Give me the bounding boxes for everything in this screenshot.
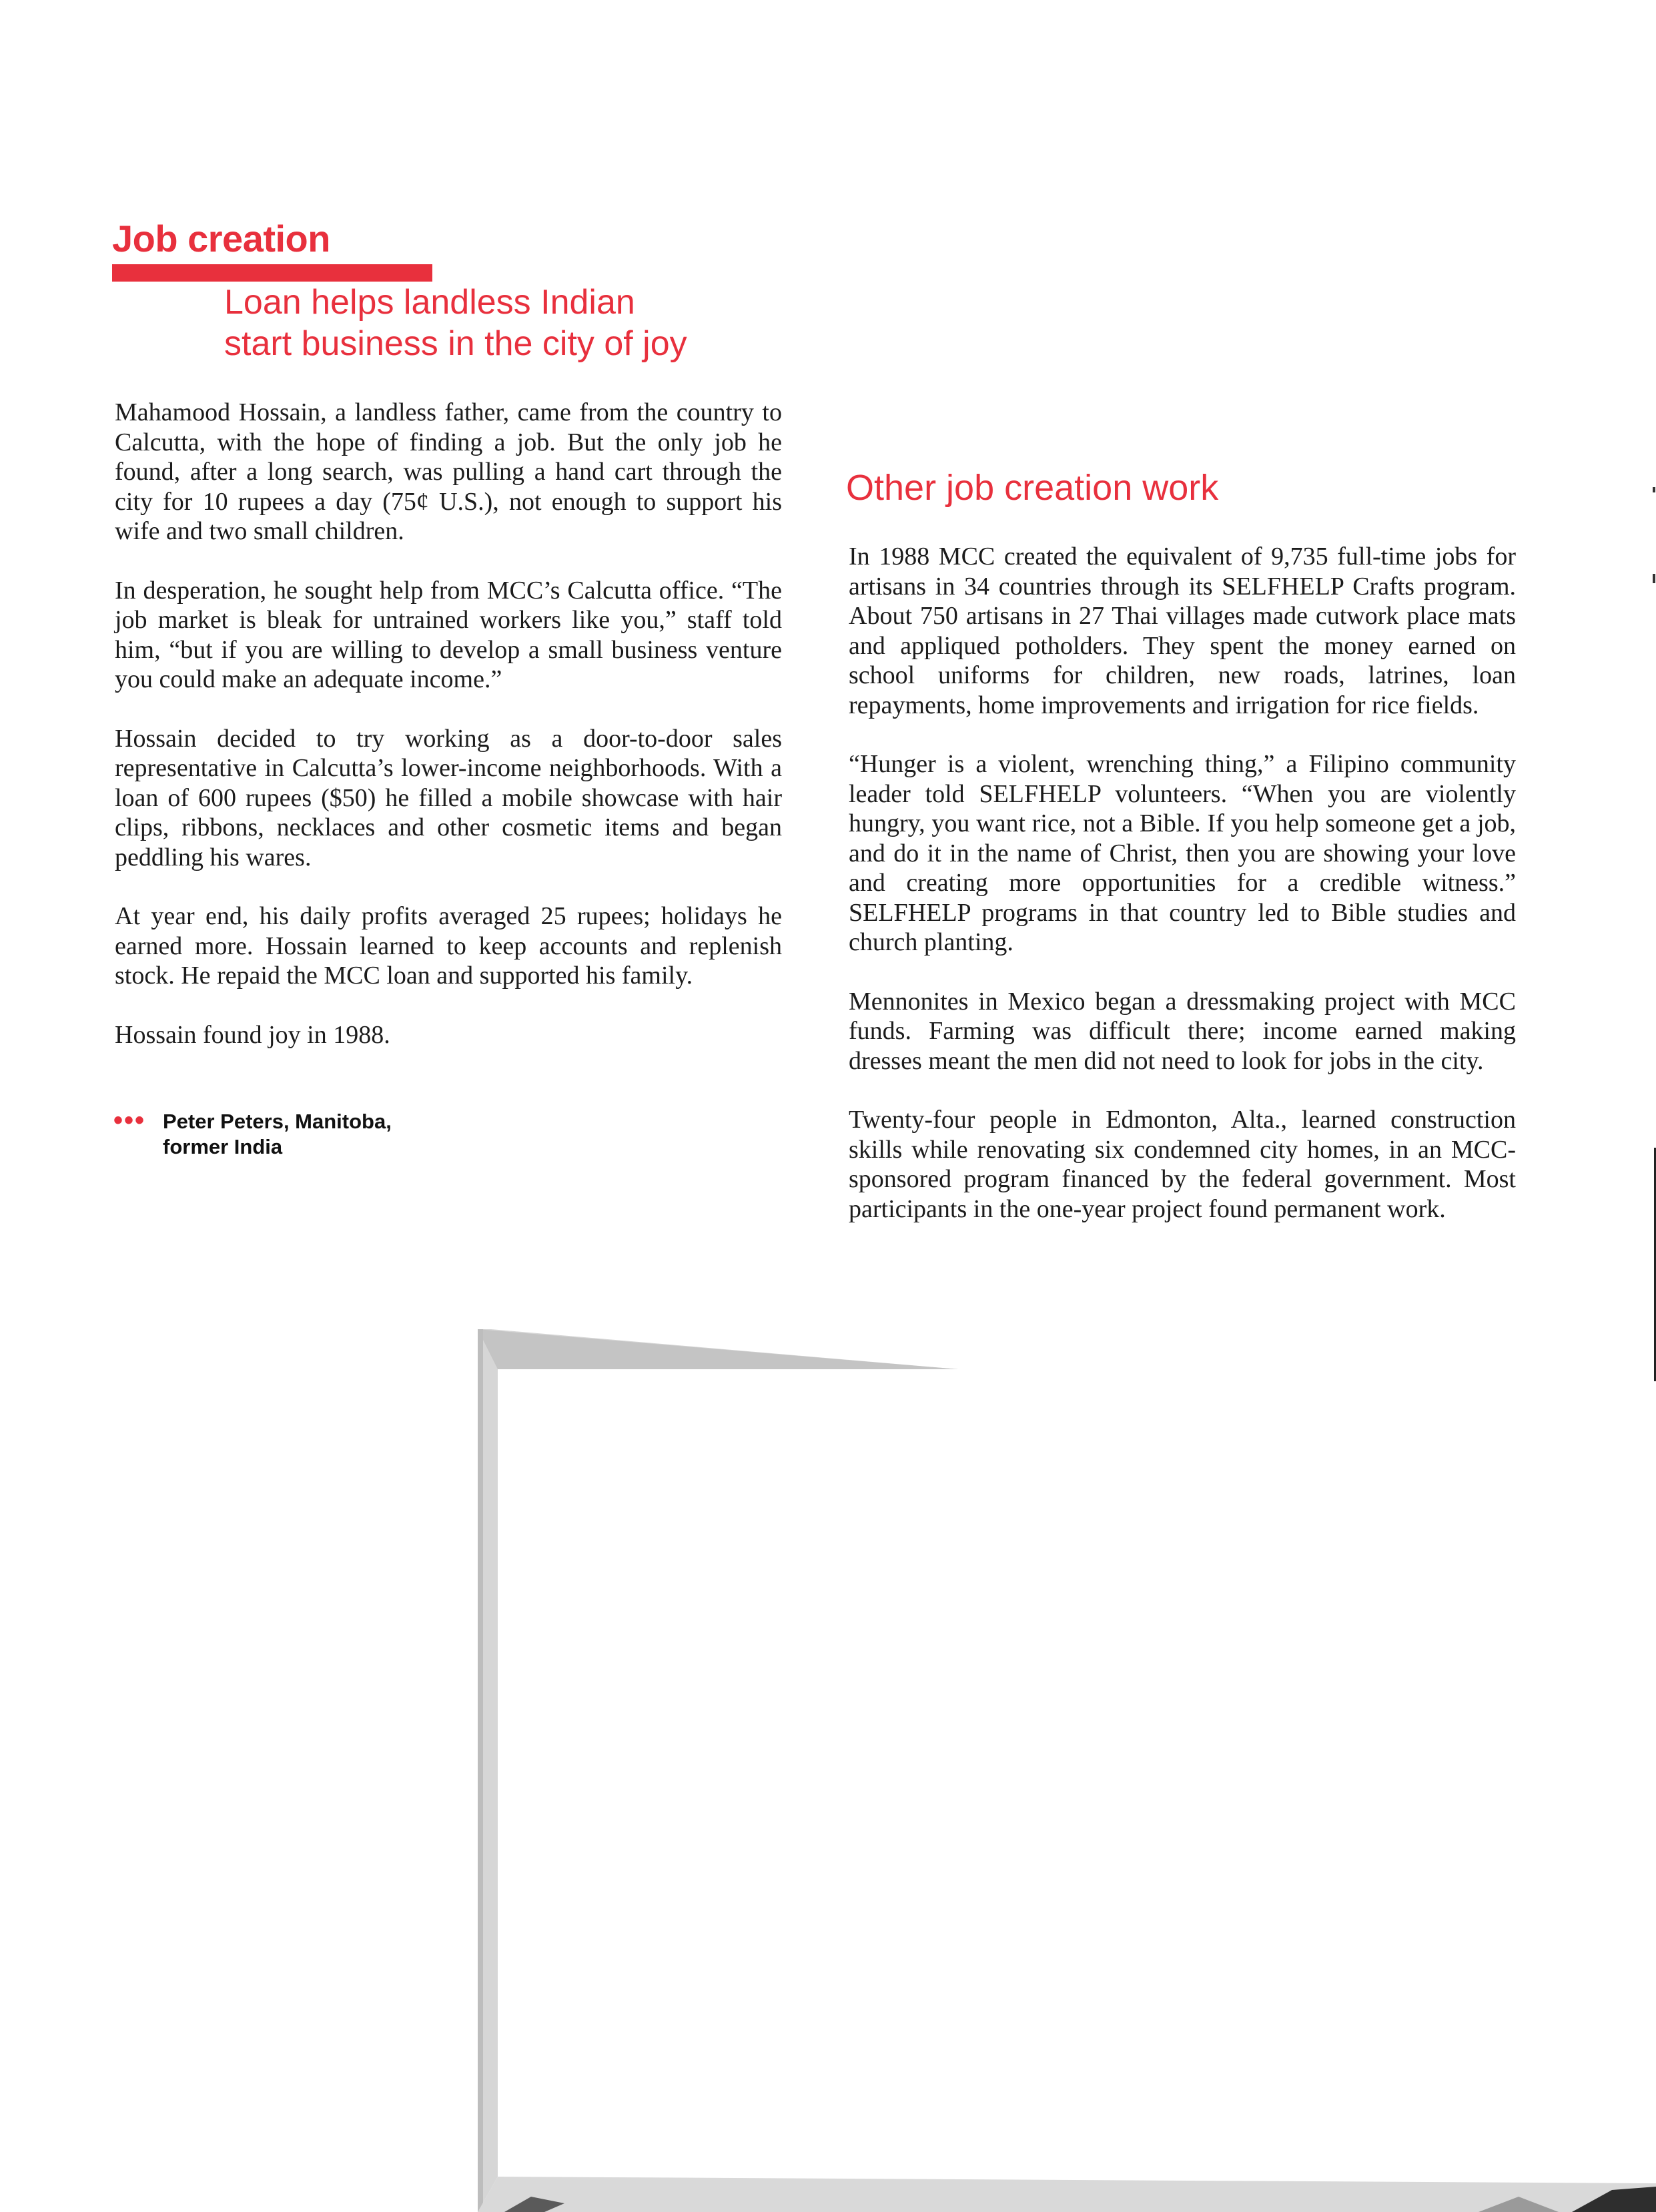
section-label: Job creation bbox=[112, 218, 330, 260]
photo-placeholder bbox=[478, 1329, 1656, 2212]
left-article-body bbox=[115, 398, 782, 1079]
article-headline bbox=[224, 282, 825, 364]
left-paragraph-5: Hossain found joy in 1988. bbox=[115, 1020, 390, 1049]
right-article-body bbox=[849, 542, 1516, 1253]
right-paragraph-1: In 1988 MCC created the equivalent of 9,735 full-time jobs for artisans in 34 countries through its SELFHELP Crafts program. About 750 artisans in 27 Thai villages made cutwork place mats and appliqued potholders. They spent the money earned on school uniforms for children, new roads, latrines, loan repayments, home improvements and irrigation for rice fields. bbox=[849, 542, 1516, 719]
headline-line-2: start business in the city of joy bbox=[224, 324, 687, 363]
headline-line-1: Loan helps landless Indian bbox=[224, 283, 635, 322]
right-paragraph-2: “Hunger is a violent, wrenching thing,” a Filipino community leader told SELFHELP volunteers. “When you are violently hungry, you want rice, not a Bible. If you help someone get a job, and do it in the name of Christ, then you are showing your love and creating more opportunities for a credible witness.” SELFHELP programs in that country led to Bible studies and church planting. bbox=[849, 750, 1516, 956]
section-divider-bar bbox=[112, 264, 432, 282]
right-section-title: Other job creation work bbox=[846, 468, 1219, 508]
right-paragraph-4: Twenty-four people in Edmonton, Alta., learned construction skills while renovating six condemned city homes, in an MCC-sponsored program financed by the federal government. Most participants in the one-year project found permanent work. bbox=[849, 1106, 1516, 1223]
right-paragraph-3: Mennonites in Mexico began a dressmaking project with MCC funds. Farming was difficult there; income earned making dresses meant the men did not need to look for jobs in the city. bbox=[849, 987, 1516, 1075]
byline-line-2: former India bbox=[163, 1135, 283, 1158]
byline bbox=[113, 1106, 392, 1160]
left-paragraph-4: At year end, his daily profits averaged 25 rupees; holidays he earned more. Hossain learned to keep accounts and replenish stock. He repaid the MCC loan and supported his family. bbox=[115, 902, 782, 990]
left-paragraph-1: Mahamood Hossain, a landless father, came from the country to Calcutta, with the hope of finding a job. But the only job he found, after a long search, was pulling a hand cart through the city for 10 rupees a day (75¢ U.S.), not enough to support his wife and two small children. bbox=[115, 398, 782, 545]
byline-text bbox=[163, 1109, 392, 1160]
byline-line-1: Peter Peters, Manitoba, bbox=[163, 1110, 392, 1133]
photo-edge-graphic bbox=[478, 1329, 1656, 2212]
scan-edge-marks bbox=[1651, 480, 1656, 1381]
byline-dots: ••• bbox=[113, 1106, 146, 1135]
left-paragraph-3: Hossain decided to try working as a door-to-door sales representative in Calcutta’s lower-income neighborhoods. With a loan of 600 rupees ($50) he filled a mobile showcase with hair clips, ribbons, necklaces and other cosmetic items and began peddling his wares. bbox=[115, 724, 782, 871]
left-paragraph-2: In desperation, he sought help from MCC’s Calcutta office. “The job market is bleak for untrained workers like you,” staff told him, “but if you are willing to develop a small business venture you could make an adequate income.” bbox=[115, 576, 782, 693]
